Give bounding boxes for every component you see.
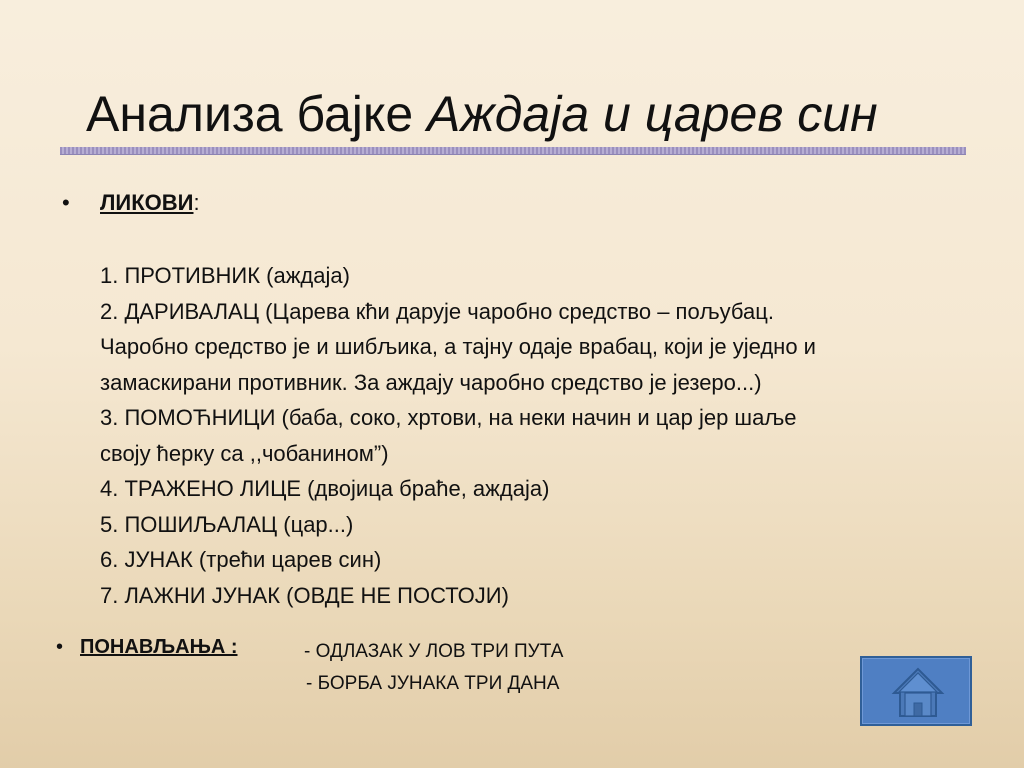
repetitions-list xyxy=(304,636,563,700)
slide-title xyxy=(86,78,878,150)
characters-line-7: 4. ТРАЖЕНО ЛИЦЕ (двојица браће, аждаја) xyxy=(100,476,550,501)
characters-line-1: 1. ПРОТИВНИК (аждаја) xyxy=(100,263,350,288)
repetition-line-2: - БОРБА ЈУНАКА ТРИ ДАНА xyxy=(306,673,560,694)
characters-list xyxy=(100,258,1000,613)
characters-line-8: 5. ПОШИЉАЛАЦ (цар...) xyxy=(100,511,354,537)
repetitions-label: ПОНАВЉАЊА : xyxy=(80,636,238,658)
title-divider xyxy=(60,147,966,154)
bullet-dot: • xyxy=(56,636,64,658)
characters-line-10: 7. ЛАЖНИ ЈУНАК (ОВДЕ НЕ ПОСТОЈИ) xyxy=(100,582,509,608)
bullet-dot: • xyxy=(62,190,70,215)
home-icon xyxy=(890,664,946,720)
slide-title-italic: Аждаја и царев син xyxy=(427,86,878,142)
characters-line-3: Чаробно средство је и шибљика, а тајну одаје врабац, који је уједно и xyxy=(100,334,816,359)
characters-label-suffix: : xyxy=(193,190,200,215)
slide-title-normal: Анализа бајке xyxy=(86,86,428,142)
characters-label-group xyxy=(100,190,200,216)
characters-line-4: замаскирани противник. За аждају чаробно средство је језеро...) xyxy=(100,369,762,395)
characters-label: ЛИКОВИ xyxy=(100,190,194,215)
home-button[interactable] xyxy=(860,656,972,726)
characters-line-6: своју ћерку са ,,чобанином”) xyxy=(100,440,389,466)
repetition-line-1: - ОДЛАЗАК У ЛОВ ТРИ ПУТА xyxy=(304,641,564,662)
characters-line-9: 6. ЈУНАК (трећи царев син) xyxy=(100,547,382,572)
characters-line-2: 2. ДАРИВАЛАЦ (Царева кћи дарује чаробно средство – пољубац. xyxy=(100,298,774,324)
characters-line-5: 3. ПОМОЋНИЦИ (баба, соко, хртови, на неки начин и цар јер шаље xyxy=(100,405,797,430)
